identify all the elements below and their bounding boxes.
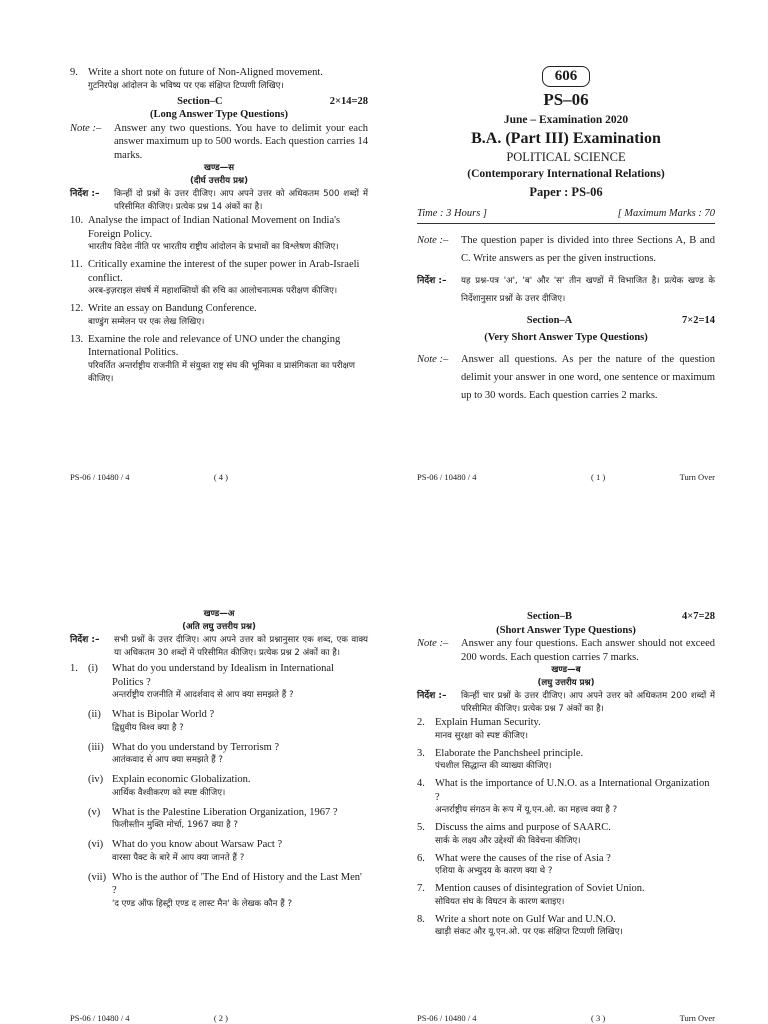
sub-question-item <box>70 838 368 871</box>
nirdesh-text: यह प्रश्न-पत्र 'अ', 'ब' और 'स' तीन खण्डों में विभाजित है। प्रत्येक खण्ड के निर्देशानुसार प्रश्नों के उत्तर दीजिए। <box>461 275 715 304</box>
question-1 <box>70 662 368 917</box>
question-text-en: What do you understand by Idealism in International Politics ? <box>112 663 334 688</box>
section-marks: 4×7=28 <box>682 611 715 622</box>
note-text: Answer all questions. As per the nature of the question delimit your answer in one word, one sentence or maximum up to 30 words. Each question carries 2 marks. <box>461 353 715 401</box>
question-number: 13. <box>70 333 84 345</box>
sub-question-number: (iii) <box>88 741 104 753</box>
question-item <box>417 852 715 882</box>
question-number: 4. <box>417 778 425 789</box>
nirdesh-label: निर्देश :– <box>70 189 100 199</box>
section-marks: 7×2=14 <box>682 314 715 326</box>
paper-code: PS–06 <box>543 90 589 109</box>
question-text-hi: खाड़ी संकट और यू.एन.ओ. पर एक संक्षिप्त टिप्पणी लिखिए। <box>435 927 623 937</box>
question-text-hi: गुटनिरपेक्ष आंदोलन के भविष्य पर एक संक्षिप्त टिप्पणी लिखिए। <box>88 80 284 91</box>
question-text-hi: पंचशील सिद्धान्त की व्याख्या कीजिए। <box>435 761 552 771</box>
question-text-en: Analyse the impact of Indian National Movement on India's Foreign Policy. <box>88 215 341 240</box>
subject-title: POLITICAL SCIENCE <box>506 150 626 164</box>
question-text-hi: द्विध्रुवीय विश्व क्या है ? <box>112 722 184 733</box>
question-item <box>70 214 368 257</box>
question-text-en: What do you understand by Terrorism ? <box>112 741 280 753</box>
khand-title: खण्ड—स <box>203 163 235 173</box>
nirdesh-label: निर्देश :– <box>417 275 447 286</box>
question-item <box>70 333 368 389</box>
question-text-en: What is Bipolar World ? <box>112 709 215 720</box>
nirdesh-label: निर्देश :– <box>417 691 447 701</box>
note-text: The question paper is divided into three Sections A, B and C. Write answers as per the given instructions. <box>461 234 715 264</box>
page-1 <box>417 66 715 405</box>
question-text-en: Elaborate the Panchsheel principle. <box>435 747 584 759</box>
section-title: Section–A <box>526 314 573 326</box>
note-text: Answer any two questions. You have to delimit your each answer maximum up to 500 words. Each question carries 14 marks. <box>114 122 368 161</box>
footer-page-number: ( 3 ) <box>591 1013 606 1023</box>
question-item <box>417 882 715 912</box>
question-number: 7. <box>417 883 425 894</box>
question-item <box>417 913 715 943</box>
footer-page-2 <box>70 1013 368 1023</box>
question-text-hi: अरब-इज़राइल संघर्ष में महाशक्तियों की रुचि का आलोचनात्मक परीक्षण कीजिए। <box>88 286 338 296</box>
footer-turn-over: Turn Over <box>679 1013 715 1023</box>
question-text-en: Critically examine the interest of the super power in Arab-Israeli conflict. <box>88 259 360 284</box>
question-list <box>70 214 368 389</box>
question-item <box>417 747 715 777</box>
sub-question-number: (ii) <box>88 709 101 720</box>
note-text: Answer any four questions. Each answer should not exceed 200 words. Each question carries 7 marks. <box>461 638 715 663</box>
sub-question-number: (iv) <box>88 774 104 785</box>
question-text-en: What do you know about Warsaw Pact ? <box>112 839 283 850</box>
nirdesh-text: सभी प्रश्नों के उत्तर दीजिए। आप अपने उत्तर को प्रश्नानुसार एक शब्द, एक वाक्य या अधिकतम 30 शब्दों में परिसीमित कीजिए। प्रत्येक प्रश्न 2 अंकों का है। <box>114 635 368 658</box>
sub-question-list <box>70 662 368 917</box>
question-text-hi: सोवियत संघ के विघटन के कारण बताइए। <box>435 896 565 907</box>
question-item <box>70 258 368 301</box>
question-list <box>417 716 715 942</box>
question-text-hi: बाण्डुंग सम्मेलन पर एक लेख लिखिए। <box>88 316 205 327</box>
khand-subtitle: (दीर्घ उत्तरीय प्रश्न) <box>189 176 249 186</box>
sub-question-number: (v) <box>88 806 101 818</box>
paper-code-box: 606 <box>542 66 591 87</box>
question-text-en: Who is the author of 'The End of History and the Last Men' ? <box>112 871 362 896</box>
footer-page-1 <box>417 472 715 482</box>
footer-turn-over: Turn Over <box>679 472 715 482</box>
question-number: 6. <box>417 852 425 864</box>
question-text-en: What is the Palestine Liberation Organization, 1967 ? <box>112 806 338 818</box>
question-text-hi: भारतीय विदेश नीति पर भारतीय राष्ट्रीय आंदोलन के प्रभावों का विश्लेषण कीजिए। <box>88 242 339 252</box>
page-4 <box>70 66 368 390</box>
sub-question-item <box>70 773 368 806</box>
note-block-2 <box>417 351 715 405</box>
footer-code: PS-06 / 10480 / 4 <box>417 1013 477 1023</box>
paper-number: Paper : PS-06 <box>529 185 603 199</box>
exam-session: June – Examination 2020 <box>503 114 629 126</box>
question-9 <box>70 66 368 93</box>
question-number: 5. <box>417 822 425 833</box>
footer-page-number: ( 4 ) <box>213 472 228 482</box>
khand-title: खण्ड—अ <box>203 609 235 619</box>
question-text-hi: आतंकवाद से आप क्या समझते हैं ? <box>112 755 223 765</box>
question-text-en: Write an essay on Bandung Conference. <box>88 303 257 314</box>
nirdesh-text: किन्हीं दो प्रश्नों के उत्तर दीजिए। आप अपने उत्तर को अधिकतम 500 शब्दों में परिसीमित कीजिए। प्रत्येक प्रश्न 14 अंकों का है। <box>114 189 368 212</box>
question-text-hi: अन्तर्राष्ट्रीय राजनीति में आदर्शवाद से आप क्या समझते हैं ? <box>112 690 294 700</box>
question-number: 1. <box>70 663 78 674</box>
question-text-en: What were the causes of the rise of Asia ? <box>435 852 611 864</box>
footer-page-4 <box>70 472 368 482</box>
time-allowed: Time : 3 Hours ] <box>417 208 488 219</box>
nirdesh-block <box>70 634 368 660</box>
question-item <box>70 302 368 332</box>
khand-subtitle: (लघु उत्तरीय प्रश्न) <box>537 678 595 688</box>
footer-page-3 <box>417 1013 715 1023</box>
section-subtitle: (Short Answer Type Questions) <box>496 624 636 636</box>
note-label: Note :– <box>70 122 102 134</box>
question-text-hi: आर्थिक वैश्वीकरण को स्पष्ट कीजिए। <box>112 787 226 798</box>
note-label: Note :– <box>417 234 449 246</box>
nirdesh-label: निर्देश :– <box>70 635 100 645</box>
question-text-hi: परिवर्तित अन्तर्राष्ट्रीय राजनीति में संयुक्त राष्ट्र संघ की भूमिका व प्रासंगिकता का परीक्षण कीजिए। <box>88 360 355 384</box>
question-text-en: Write a short note on Gulf War and U.N.O. <box>435 913 616 925</box>
question-text-hi: 'द एण्ड ऑफ हिस्ट्री एण्ड द लास्ट मैन' के लेखक कौन हैं ? <box>112 898 293 909</box>
sub-question-item <box>70 806 368 839</box>
question-text-en: Mention causes of disintegration of Soviet Union. <box>435 883 645 894</box>
sub-question-item <box>70 708 368 741</box>
section-a-header <box>417 314 715 328</box>
note-block <box>70 122 368 163</box>
question-text-en: What is the importance of U.N.O. as a International Organization ? <box>435 778 710 803</box>
question-text-en: Explain Human Security. <box>435 717 541 728</box>
question-text-en: Write a short note on future of Non-Aligned movement. <box>88 67 323 78</box>
paper-name: (Contemporary International Relations) <box>467 168 665 180</box>
question-text-hi: अन्तर्राष्ट्रीय संगठन के रूप में यू.एन.ओ. का महत्त्व क्या है ? <box>435 805 618 815</box>
question-number: 8. <box>417 913 425 925</box>
question-text-hi: एशिया के अभ्युदय के कारण क्या थे ? <box>435 866 553 876</box>
note-label: Note :– <box>417 353 449 365</box>
question-number: 12. <box>70 303 84 314</box>
question-item <box>417 716 715 746</box>
footer-code: PS-06 / 10480 / 4 <box>70 472 130 482</box>
section-marks: 2×14=28 <box>329 95 368 107</box>
note-block <box>417 637 715 664</box>
section-b-header <box>417 610 715 624</box>
footer-page-number: ( 2 ) <box>213 1013 228 1023</box>
footer-page-number: ( 1 ) <box>591 472 606 482</box>
nirdesh-block <box>417 272 715 308</box>
sub-question-number: (i) <box>88 663 98 674</box>
nirdesh-block <box>417 690 715 716</box>
section-subtitle: (Long Answer Type Questions) <box>150 109 288 120</box>
section-title: Section–B <box>527 611 572 622</box>
page-3 <box>417 608 715 943</box>
sub-question-item <box>70 741 368 774</box>
note-label: Note :– <box>417 638 449 649</box>
time-marks-row <box>417 207 715 224</box>
question-item <box>417 777 715 820</box>
sub-question-number: (vi) <box>88 839 104 850</box>
footer-code: PS-06 / 10480 / 4 <box>417 472 477 482</box>
question-text-en: Discuss the aims and purpose of SAARC. <box>435 822 611 833</box>
khand-subtitle: (अति लघु उत्तरीय प्रश्न) <box>182 622 256 632</box>
sub-question-number: (vii) <box>88 871 107 883</box>
page-2 <box>70 608 368 917</box>
question-number: 9. <box>70 67 78 78</box>
sub-question-item <box>70 662 368 708</box>
question-text-hi: मानव सुरक्षा को स्पष्ट कीजिए। <box>435 730 529 741</box>
nirdesh-block <box>70 188 368 214</box>
maximum-marks: [ Maximum Marks : 70 <box>617 208 715 219</box>
question-text-en: Explain economic Globalization. <box>112 774 251 785</box>
question-text-hi: वारसा पैक्ट के बारे में आप क्या जानते हैं ? <box>112 852 245 863</box>
question-text-hi: सार्क के लक्ष्य और उद्देश्यों की विवेचना कीजिए। <box>435 835 581 846</box>
section-c-header <box>70 95 368 109</box>
question-number: 3. <box>417 747 425 759</box>
question-item <box>417 821 715 851</box>
footer-code: PS-06 / 10480 / 4 <box>70 1013 130 1023</box>
question-number: 10. <box>70 215 84 226</box>
nirdesh-text: किन्हीं चार प्रश्नों के उत्तर दीजिए। आप अपने उत्तर को अधिकतम 200 शब्दों में परिसीमित कीजिए। प्रत्येक प्रश्न 7 अंकों का है। <box>461 691 715 714</box>
sub-question-item <box>70 871 368 917</box>
degree-title: B.A. (Part III) Examination <box>471 130 661 147</box>
question-number: 11. <box>70 259 83 270</box>
question-text-en: Examine the role and relevance of UNO under the changing International Politics. <box>88 333 341 358</box>
note-block <box>417 232 715 268</box>
khand-title: खण्ड—ब <box>551 665 581 675</box>
question-text-hi: फिलीस्तीन मुक्ति मोर्चा, 1967 क्या है ? <box>112 820 238 830</box>
section-subtitle: (Very Short Answer Type Questions) <box>484 332 648 343</box>
section-title: Section–C <box>177 95 223 107</box>
question-number: 2. <box>417 717 425 728</box>
